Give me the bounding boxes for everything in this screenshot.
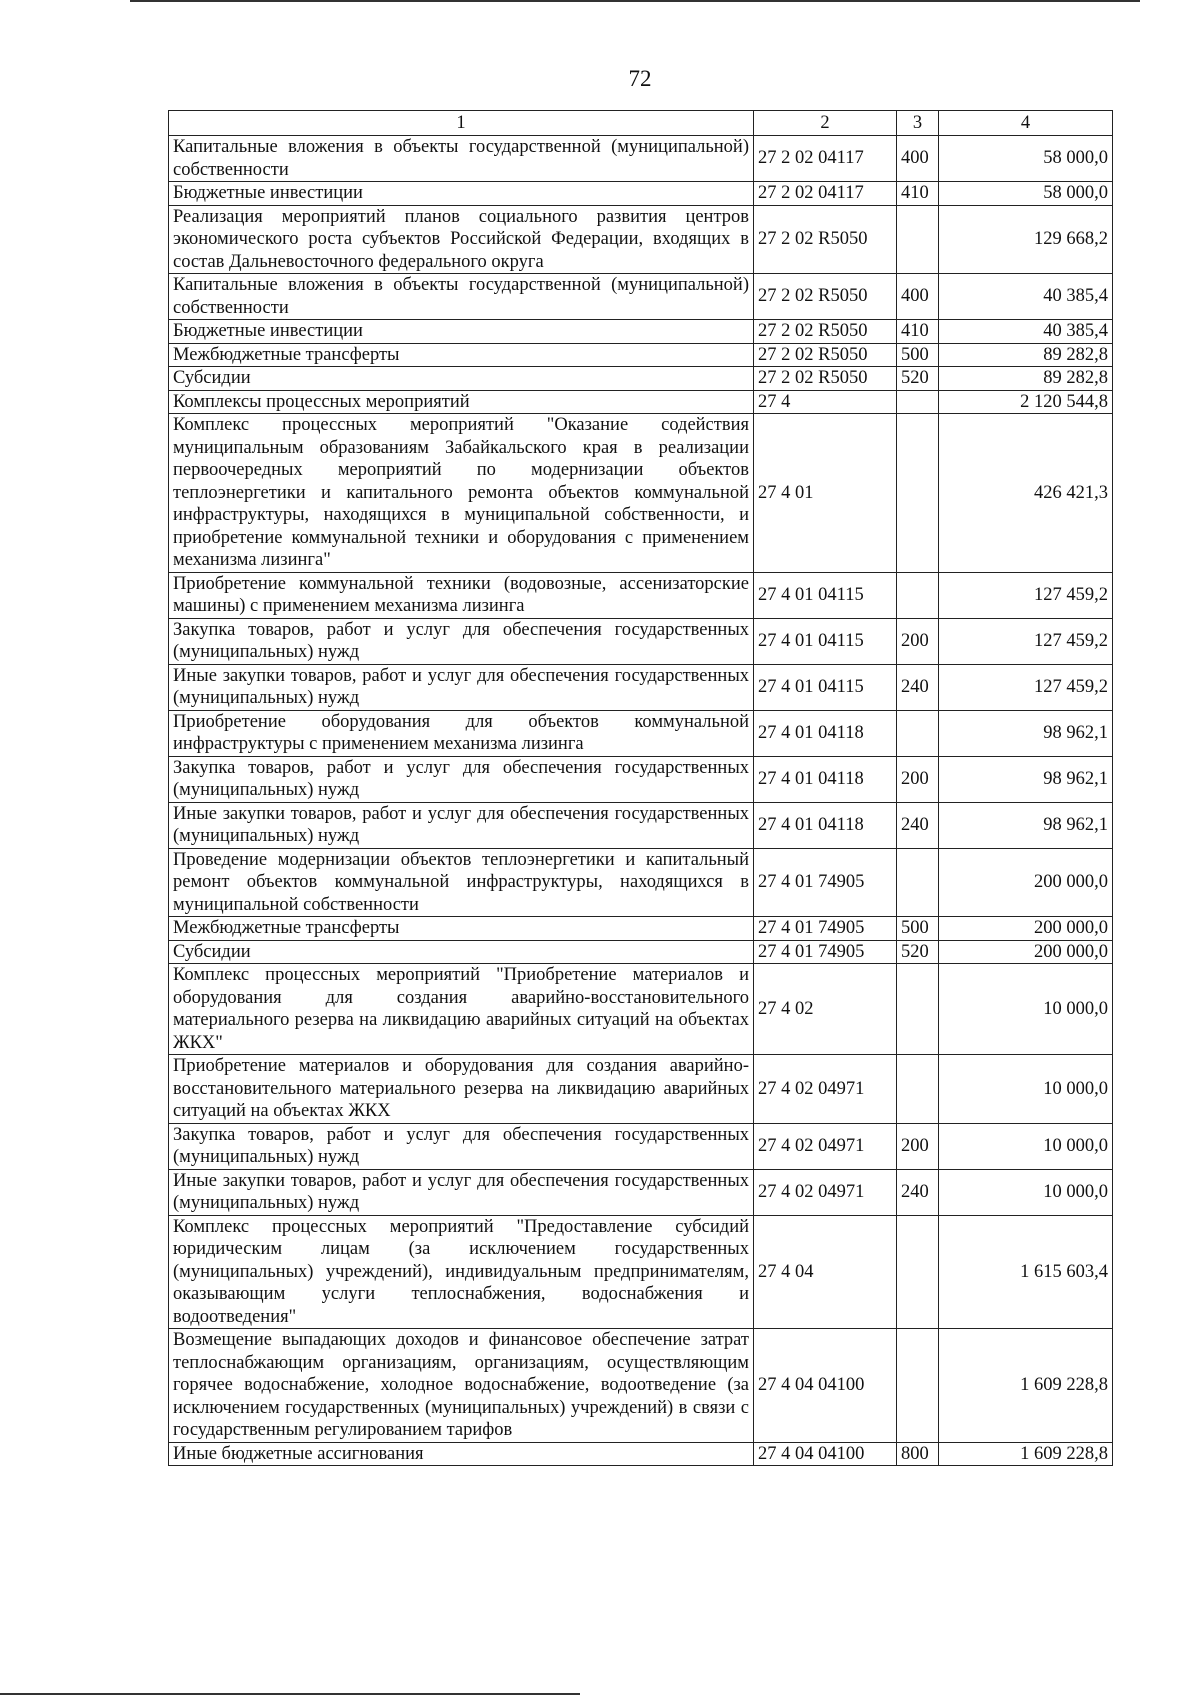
row-amount-cell: 10 000,0 xyxy=(939,964,1113,1055)
row-amount-cell: 10 000,0 xyxy=(939,1123,1113,1169)
row-name-cell: Реализация мероприятий планов социального развития центров экономического роста субъектов Российской Федерации, входящих в состав Дальневосточного федерального округа xyxy=(169,205,754,274)
row-expense-type-cell: 520 xyxy=(897,367,939,391)
budget-table xyxy=(168,110,1113,1466)
table-row xyxy=(169,917,1113,941)
table-row xyxy=(169,1169,1113,1215)
row-expense-type-cell: 410 xyxy=(897,182,939,206)
row-amount-cell: 10 000,0 xyxy=(939,1055,1113,1124)
row-name-cell: Возмещение выпадающих доходов и финансовое обеспечение затрат теплоснабжающим организациям, организациям, осуществляющим горячее водоснабжение, холодное водоснабжение, водоотведение (за исключением государственных (муниципальных) учреждений) в связи с государственным регулированием тарифов xyxy=(169,1329,754,1443)
table-row xyxy=(169,320,1113,344)
table-row xyxy=(169,182,1113,206)
row-code-cell: 27 4 xyxy=(754,390,897,414)
table-row xyxy=(169,1123,1113,1169)
row-expense-type-cell xyxy=(897,1215,939,1329)
scan-bottom-rule xyxy=(0,1693,580,1695)
row-expense-type-cell xyxy=(897,710,939,756)
row-code-cell: 27 4 01 04115 xyxy=(754,572,897,618)
budget-table-body xyxy=(169,111,1113,1466)
row-code-cell: 27 4 01 04115 xyxy=(754,664,897,710)
row-name-cell: Комплекс процессных мероприятий "Приобретение материалов и оборудования для создания аварийно-восстановительного материального резерва на ликвидацию аварийных ситуаций на объектах ЖКХ" xyxy=(169,964,754,1055)
row-amount-cell: 127 459,2 xyxy=(939,618,1113,664)
row-amount-cell: 58 000,0 xyxy=(939,136,1113,182)
row-expense-type-cell xyxy=(897,1055,939,1124)
row-name-cell: Межбюджетные трансферты xyxy=(169,343,754,367)
row-name-cell: Закупка товаров, работ и услуг для обеспечения государственных (муниципальных) нужд xyxy=(169,618,754,664)
row-amount-cell: 40 385,4 xyxy=(939,320,1113,344)
row-name-cell: Приобретение оборудования для объектов коммунальной инфраструктуры с применением механизма лизинга xyxy=(169,710,754,756)
row-expense-type-cell xyxy=(897,1329,939,1443)
row-amount-cell: 127 459,2 xyxy=(939,572,1113,618)
row-amount-cell: 40 385,4 xyxy=(939,274,1113,320)
table-row xyxy=(169,618,1113,664)
row-code-cell: 27 4 01 xyxy=(754,414,897,573)
row-name-cell: Приобретение коммунальной техники (водовозные, ассенизаторские машины) с применением механизма лизинга xyxy=(169,572,754,618)
row-amount-cell: 200 000,0 xyxy=(939,848,1113,917)
row-amount-cell: 89 282,8 xyxy=(939,367,1113,391)
row-name-cell: Бюджетные инвестиции xyxy=(169,182,754,206)
row-name-cell: Бюджетные инвестиции xyxy=(169,320,754,344)
row-code-cell: 27 2 02 04117 xyxy=(754,136,897,182)
row-expense-type-cell xyxy=(897,848,939,917)
row-code-cell: 27 4 01 74905 xyxy=(754,917,897,941)
row-code-cell: 27 4 02 04971 xyxy=(754,1169,897,1215)
row-expense-type-cell: 200 xyxy=(897,1123,939,1169)
row-expense-type-cell xyxy=(897,205,939,274)
row-name-cell: Проведение модернизации объектов теплоэнергетики и капитальный ремонт объектов коммунальной инфраструктуры, находящихся в муниципальной собственности xyxy=(169,848,754,917)
scan-top-rule xyxy=(130,0,1140,2)
row-name-cell: Субсидии xyxy=(169,367,754,391)
table-row xyxy=(169,664,1113,710)
row-code-cell: 27 4 01 04115 xyxy=(754,618,897,664)
row-code-cell: 27 2 02 R5050 xyxy=(754,343,897,367)
row-expense-type-cell: 520 xyxy=(897,940,939,964)
row-name-cell: Субсидии xyxy=(169,940,754,964)
row-name-cell: Комплекс процессных мероприятий "Оказание содействия муниципальным образованиям Забайкальского края в реализации первоочередных мероприятий по модернизации объектов теплоэнергетики и капитального ремонта объектов коммунальной инфраструктуры, находящихся в муниципальной собственности, и приобретение коммунальной техники и оборудования с применением механизма лизинга" xyxy=(169,414,754,573)
row-name-cell: Закупка товаров, работ и услуг для обеспечения государственных (муниципальных) нужд xyxy=(169,1123,754,1169)
table-row xyxy=(169,343,1113,367)
row-expense-type-cell: 200 xyxy=(897,618,939,664)
row-expense-type-cell: 240 xyxy=(897,802,939,848)
row-amount-cell: 1 609 228,8 xyxy=(939,1329,1113,1443)
row-code-cell: 27 4 02 xyxy=(754,964,897,1055)
row-code-cell: 27 4 01 74905 xyxy=(754,848,897,917)
row-expense-type-cell: 400 xyxy=(897,274,939,320)
table-row xyxy=(169,414,1113,573)
table-row xyxy=(169,940,1113,964)
row-name-cell: Иные закупки товаров, работ и услуг для обеспечения государственных (муниципальных) нужд xyxy=(169,664,754,710)
row-code-cell: 27 2 02 04117 xyxy=(754,182,897,206)
row-name-cell: Капитальные вложения в объекты государственной (муниципальной) собственности xyxy=(169,136,754,182)
row-name-cell: Закупка товаров, работ и услуг для обеспечения государственных (муниципальных) нужд xyxy=(169,756,754,802)
row-expense-type-cell xyxy=(897,572,939,618)
table-row xyxy=(169,1055,1113,1124)
table-row xyxy=(169,802,1113,848)
table-row xyxy=(169,136,1113,182)
row-expense-type-cell: 400 xyxy=(897,136,939,182)
row-code-cell: 27 4 04 xyxy=(754,1215,897,1329)
row-expense-type-cell: 410 xyxy=(897,320,939,344)
row-code-cell: 27 2 02 R5050 xyxy=(754,367,897,391)
table-row xyxy=(169,205,1113,274)
row-code-cell: 27 4 01 04118 xyxy=(754,710,897,756)
row-name-cell: Комплексы процессных мероприятий xyxy=(169,390,754,414)
table-row xyxy=(169,964,1113,1055)
column-header-3: 3 xyxy=(897,111,939,136)
row-expense-type-cell xyxy=(897,964,939,1055)
row-code-cell: 27 4 04 04100 xyxy=(754,1329,897,1443)
row-code-cell: 27 4 01 04118 xyxy=(754,802,897,848)
row-amount-cell: 10 000,0 xyxy=(939,1169,1113,1215)
row-amount-cell: 98 962,1 xyxy=(939,756,1113,802)
row-amount-cell: 200 000,0 xyxy=(939,917,1113,941)
row-expense-type-cell xyxy=(897,390,939,414)
row-amount-cell: 58 000,0 xyxy=(939,182,1113,206)
row-amount-cell: 200 000,0 xyxy=(939,940,1113,964)
row-amount-cell: 98 962,1 xyxy=(939,710,1113,756)
row-code-cell: 27 4 04 04100 xyxy=(754,1442,897,1466)
row-expense-type-cell: 240 xyxy=(897,1169,939,1215)
row-expense-type-cell: 500 xyxy=(897,917,939,941)
row-code-cell: 27 4 01 74905 xyxy=(754,940,897,964)
row-name-cell: Приобретение материалов и оборудования для создания аварийно-восстановительного материального резерва на ликвидацию аварийных ситуаций на объектах ЖКХ xyxy=(169,1055,754,1124)
row-amount-cell: 129 668,2 xyxy=(939,205,1113,274)
row-code-cell: 27 2 02 R5050 xyxy=(754,205,897,274)
row-code-cell: 27 2 02 R5050 xyxy=(754,320,897,344)
row-code-cell: 27 4 02 04971 xyxy=(754,1123,897,1169)
row-name-cell: Межбюджетные трансферты xyxy=(169,917,754,941)
row-name-cell: Иные закупки товаров, работ и услуг для обеспечения государственных (муниципальных) нужд xyxy=(169,802,754,848)
column-header-1: 1 xyxy=(169,111,754,136)
row-amount-cell: 1 615 603,4 xyxy=(939,1215,1113,1329)
table-header-row xyxy=(169,111,1113,136)
table-row xyxy=(169,1329,1113,1443)
row-amount-cell: 98 962,1 xyxy=(939,802,1113,848)
row-name-cell: Комплекс процессных мероприятий "Предоставление субсидий юридическим лицам (за исключением государственных (муниципальных) учреждений), индивидуальным предпринимателям, оказывающим услуги теплоснабжения, водоснабжения и водоотведения" xyxy=(169,1215,754,1329)
table-row xyxy=(169,572,1113,618)
table-row xyxy=(169,367,1113,391)
row-code-cell: 27 4 01 04118 xyxy=(754,756,897,802)
table-row xyxy=(169,710,1113,756)
table-row xyxy=(169,1215,1113,1329)
row-code-cell: 27 2 02 R5050 xyxy=(754,274,897,320)
row-name-cell: Иные бюджетные ассигнования xyxy=(169,1442,754,1466)
table-row xyxy=(169,756,1113,802)
row-amount-cell: 127 459,2 xyxy=(939,664,1113,710)
page-number: 72 xyxy=(628,66,652,91)
row-expense-type-cell: 200 xyxy=(897,756,939,802)
row-expense-type-cell xyxy=(897,414,939,573)
row-expense-type-cell: 800 xyxy=(897,1442,939,1466)
row-expense-type-cell: 240 xyxy=(897,664,939,710)
row-amount-cell: 2 120 544,8 xyxy=(939,390,1113,414)
column-header-4: 4 xyxy=(939,111,1113,136)
row-name-cell: Капитальные вложения в объекты государственной (муниципальной) собственности xyxy=(169,274,754,320)
table-row xyxy=(169,848,1113,917)
table-row xyxy=(169,274,1113,320)
row-amount-cell: 426 421,3 xyxy=(939,414,1113,573)
column-header-2: 2 xyxy=(754,111,897,136)
row-expense-type-cell: 500 xyxy=(897,343,939,367)
table-row xyxy=(169,1442,1113,1466)
row-name-cell: Иные закупки товаров, работ и услуг для обеспечения государственных (муниципальных) нужд xyxy=(169,1169,754,1215)
row-amount-cell: 89 282,8 xyxy=(939,343,1113,367)
row-amount-cell: 1 609 228,8 xyxy=(939,1442,1113,1466)
table-row xyxy=(169,390,1113,414)
row-code-cell: 27 4 02 04971 xyxy=(754,1055,897,1124)
